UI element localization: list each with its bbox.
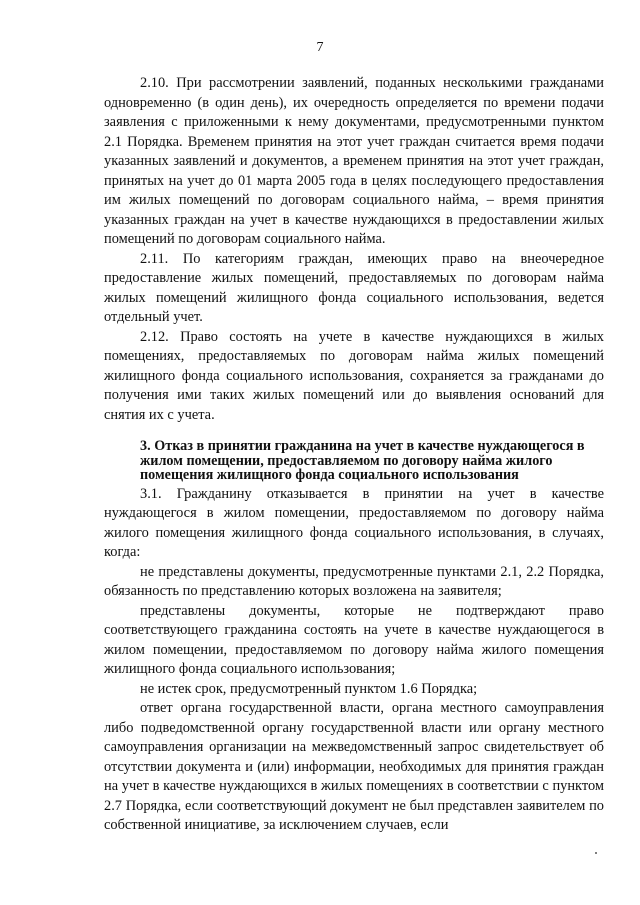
paragraph-2-11: 2.11. По категориям граждан, имеющих право на внеочередное предоставление жилых помещений, предоставляемых по договорам найма жилых помещений жилищного фонда социального использования, ведется отдельный учет. [104, 250, 604, 325]
document-body [104, 74, 604, 836]
section-3-heading: 3. Отказ в принятии гражданина на учет в качестве нуждающегося в жилом помещении, предоставляемом по договору найма жилого помещения жилищного фонда социального использования [140, 438, 585, 483]
paragraph-3-1: 3.1. Гражданину отказывается в принятии на учет в качестве нуждающегося в жилом помещении, предоставляемом по договору найма жилого помещения жилищного фонда социального использования, в случаях, когда: [104, 485, 604, 560]
page-number: 7 [316, 40, 324, 55]
paragraph-2-12: 2.12. Право состоять на учете в качестве нуждающихся в жилых помещениях, предоставляемых по договорам найма жилых помещений жилищного фонда социального использования, сохраняется за гражданами до получения ими таких жилых помещений или до выявления оснований для снятия их с учета. [104, 328, 604, 423]
refusal-case-1: не представлены документы, предусмотренные пунктами 2.1, 2.2 Порядка, обязанность по представлению которых возложена на заявителя; [104, 563, 604, 599]
paragraph-2-10: 2.10. При рассмотрении заявлений, поданных несколькими гражданами одновременно (в один день), их очередность определяется по времени подачи заявления с приложенными к нему документами, предусмотренными пунктом 2.1 Порядка. Временем принятия на этот учет граждан считается время подачи указанных заявлений и документов, а временем принятия на этот учет граждан, принятых на учет до 01 марта 2005 года в целях последующего предоставления им жилых помещений по договорам социального найма, – время принятия указанных граждан на учет в качестве нуждающихся в предоставлении жилых помещений по договорам социального найма. [104, 75, 604, 247]
scan-speck [595, 852, 597, 854]
refusal-case-3: не истек срок, предусмотренный пунктом 1.6 Порядка; [140, 680, 478, 697]
refusal-case-4: ответ органа государственной власти, органа местного самоуправления либо подведомственной органу государственной власти или органу местного самоуправления организации на межведомственный запрос свидетельствует об отсутствии документа и (или) информации, необходимых для принятия граждан на учет в качестве нуждающихся в жилых помещениях в соответствии с пунктом 2.7 Порядка, если соответствующий документ не был представлен заявителем по собственной инициативе, за исключением случаев, если [104, 700, 604, 833]
refusal-case-2: представлены документы, которые не подтверждают право соответствующего гражданина состоять на учете в качестве нуждающегося в жилом помещении, предоставляемом по договору найма жилого помещения жилищного фонда социального использования; [104, 602, 604, 677]
